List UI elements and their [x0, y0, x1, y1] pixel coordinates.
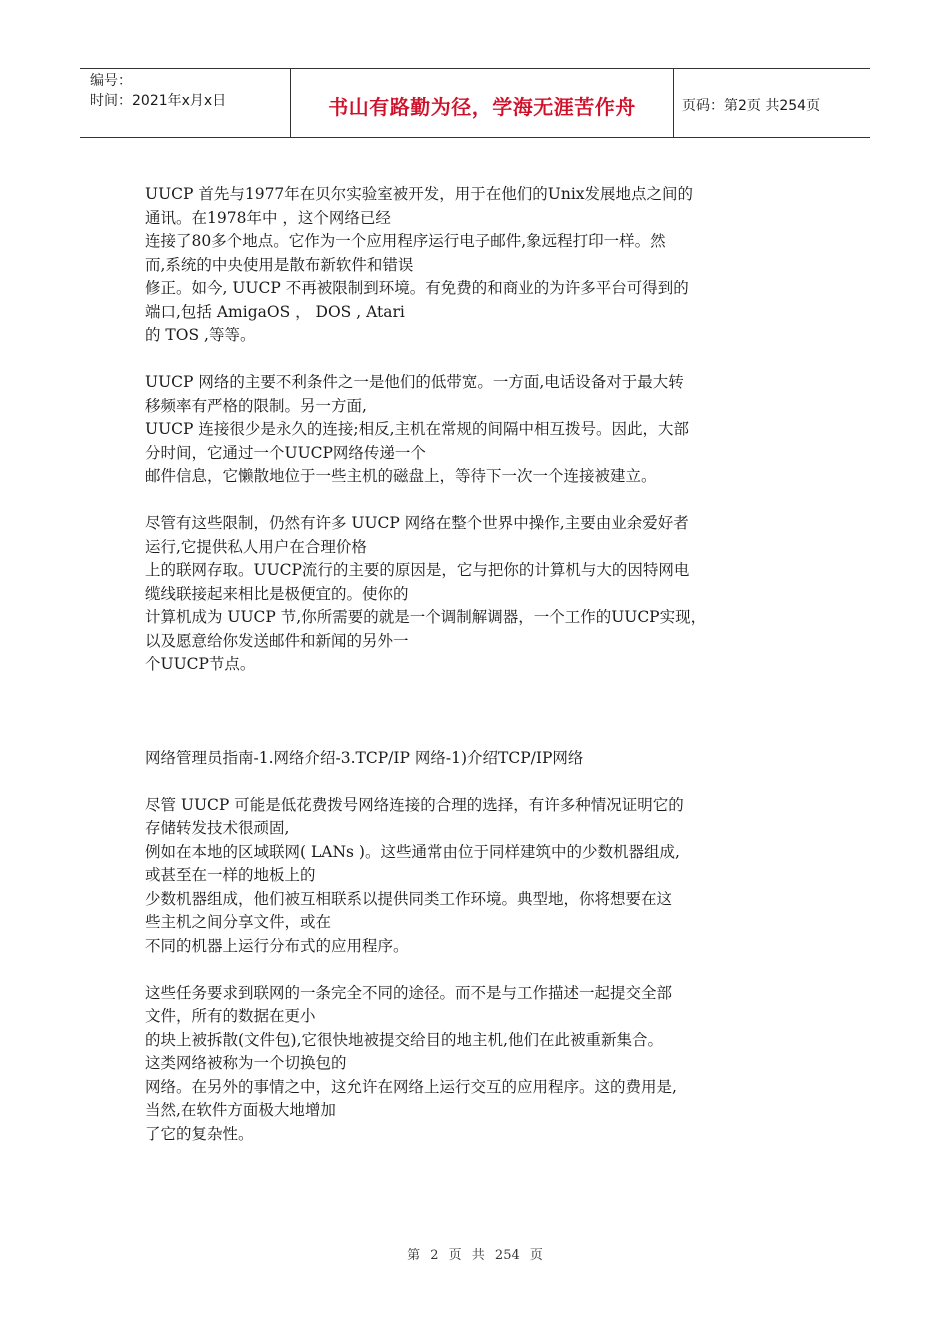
text-line: 分时间，它通过一个UUCP网络传递一个 [145, 443, 426, 462]
header-meta [80, 69, 291, 137]
text-line: 邮件信息，它懒散地位于一些主机的磁盘上，等待下一次一个连接被建立。 [145, 467, 657, 485]
text-line: UUCP 连接很少是永久的连接;相反,主机在常规的间隔中相互拨号。因此，大部 [145, 420, 689, 438]
paragraph-3 [145, 512, 815, 677]
page-footer: 第 2 页 共 254 页 [407, 1248, 543, 1263]
paragraph-2 [145, 371, 815, 489]
text-line: 些主机之间分享文件，或在 [145, 913, 332, 931]
text-line: UUCP 首先与1977年在贝尔实验室被开发，用于在他们的Unix发展地点之间的 [145, 185, 694, 203]
number-label: 编号： [90, 73, 132, 89]
text-line: 端口,包括 AmigaOS ， DOS , Atari [145, 302, 405, 321]
document-body [145, 183, 815, 1170]
text-line: 网络。在另外的事情之中，这允许在网络上运行交互的应用程序。这的费用是, [145, 1077, 677, 1096]
text-line: 文件，所有的数据在更小 [145, 1007, 316, 1025]
text-line: 这些任务要求到联网的一条完全不同的途径。而不是与工作描述一起提交全部 [145, 983, 673, 1002]
text-line: 修正。如今, UUCP 不再被限制到环境。有免费的和商业的为许多平台可得到的 [145, 279, 689, 297]
text-line: 不同的机器上运行分布式的应用程序。 [145, 936, 409, 955]
page-header [80, 68, 870, 138]
text-line: 尽管有这些限制，仍然有许多 UUCP 网络在整个世界中操作,主要由业余爱好者 [145, 514, 689, 532]
paragraph-4 [145, 794, 815, 959]
text-line: 计算机成为 UUCP 节,你所需要的就是一个调制解调器，一个工作的UUCP实现， [145, 608, 707, 626]
text-line: 这类网络被称为一个切换包的 [145, 1054, 347, 1072]
text-line: 存储转发技术很顽固, [145, 819, 290, 837]
text-line: 上的联网存取。UUCP流行的主要的原因是，它与把你的计算机与大的因特网电 [145, 561, 690, 579]
text-line: UUCP 网络的主要不利条件之一是他们的低带宽。一方面,电话设备对于最大转 [145, 373, 684, 391]
text-line: 缆线联接起来相比是极便宜的。使你的 [145, 584, 409, 603]
text-line: 例如在本地的区域联网( LANs )。这些通常由位于同样建筑中的少数机器组成, [145, 842, 680, 861]
text-line: 当然,在软件方面极大地增加 [145, 1101, 336, 1119]
paragraph-1 [145, 183, 815, 348]
text-line: 的块上被拆散(文件包),它很快地被提交给目的地主机,他们在此被重新集合。 [145, 1030, 663, 1049]
text-line: 运行,它提供私人用户在合理价格 [145, 537, 367, 556]
text-line: 或甚至在一样的地板上的 [145, 866, 316, 884]
text-line: 的 TOS ,等等。 [145, 326, 256, 344]
text-line: 而,系统的中央使用是散布新软件和错误 [145, 255, 414, 274]
header-page-label: 页码：第2页 共254页 [682, 98, 821, 114]
paragraph-5 [145, 982, 815, 1147]
text-line: 了它的复杂性。 [145, 1124, 254, 1143]
text-line: 移频率有严格的限制。另一方面, [145, 396, 367, 415]
text-line: 通讯。在1978年中 ，这个网络已经 [145, 208, 391, 227]
text-line: 尽管 UUCP 可能是低花费拨号网络连接的合理的选择，有许多种情况证明它的 [145, 795, 684, 814]
header-motto: 书山有路勤为径，学海无涯苦作舟 [291, 69, 674, 137]
section-title: 网络管理员指南-1.网络介绍-3.TCP/IP 网络-1)介绍TCP/IP网络 [145, 748, 584, 767]
text-line: 连接了80多个地点。它作为一个应用程序运行电子邮件,象远程打印一样。然 [145, 232, 666, 250]
date-label: 时间：2021年x月x日 [90, 93, 227, 109]
text-line: 个UUCP节点。 [145, 655, 256, 673]
text-line: 少数机器组成，他们被互相联系以提供同类工作环境。典型地，你将想要在这 [145, 889, 673, 908]
text-line: 以及愿意给你发送邮件和新闻的另外一 [145, 631, 409, 650]
